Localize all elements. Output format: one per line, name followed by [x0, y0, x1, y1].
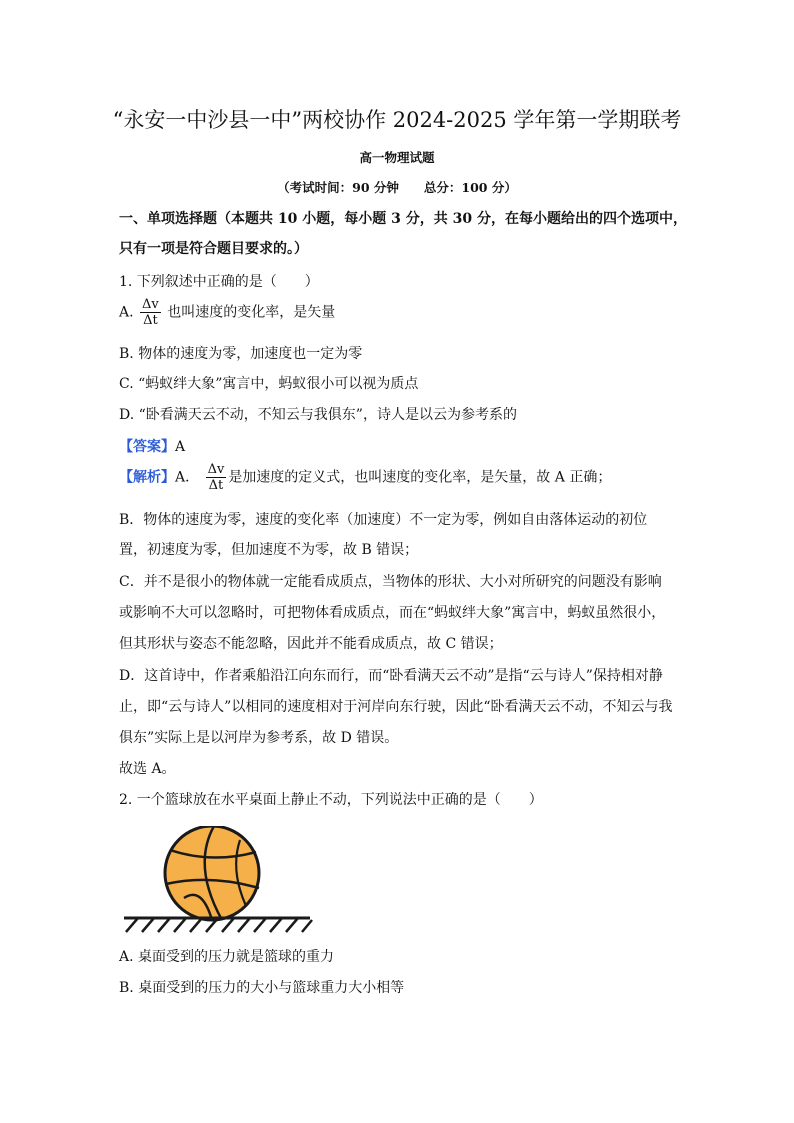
- fraction-numerator: Δv: [142, 297, 159, 312]
- q1-option-a-text: 也叫速度的变化率，是矢量: [167, 304, 336, 321]
- q2-option-b: B. 桌面受到的压力的大小与篮球重力大小相等: [119, 980, 405, 996]
- q1-option-c: C. “蚂蚁绊大象”寓言中，蚂蚁很小可以视为质点: [119, 376, 419, 392]
- analysis-a-text: 是加速度的定义式，也叫速度的变化率，是矢量，故 A 正确；: [228, 469, 612, 486]
- q1-analysis-b-line2: 置，初速度为零，但加速度不为零，故 B 错误；: [119, 542, 419, 558]
- exam-subtitle: 高一物理试题: [359, 150, 435, 165]
- q1-analysis-d-line3: 俱东”实际上是以河岸为参考系，故 D 错误。: [119, 730, 399, 746]
- q1-answer: [119, 436, 185, 456]
- delta-v-over-delta-t-fraction: [140, 297, 161, 328]
- q1-option-a: [119, 297, 335, 328]
- q1-analysis-d-line1: D．这首诗中，作者乘船沿江向东而行，而“卧看满天云不动”是指“云与诗人”保持相对静: [119, 668, 663, 684]
- q1-analysis-c-line1: C．并不是很小的物体就一定能看成质点，当物体的形状、大小对所研究的问题没有影响: [119, 574, 662, 590]
- q1-analysis-a: [119, 462, 611, 493]
- analysis-a-label: A．: [175, 469, 200, 486]
- section-heading-line1: 一、单项选择题（本题共 10 小题，每小题 3 分，共 30 分，在每小题给出的四个选项中，: [119, 211, 687, 227]
- q1-stem: 1. 下列叙述中正确的是（ ）: [119, 274, 319, 290]
- answer-tag: 【答案】: [119, 439, 175, 455]
- basketball-on-table-figure: [122, 826, 314, 936]
- q2-stem: 2. 一个篮球放在水平桌面上静止不动，下列说法中正确的是（ ）: [119, 792, 543, 808]
- delta-v-over-delta-t-fraction: [206, 462, 227, 493]
- q1-conclusion: 故选 A。: [119, 761, 176, 777]
- answer-value: A: [175, 439, 186, 455]
- q1-option-d: D. “卧看满天云不动，不知云与我俱东”，诗人是以云为参考系的: [119, 407, 517, 423]
- analysis-tag: 【解析】: [119, 469, 175, 486]
- q1-analysis-c-line3: 但其形状与姿态不能忽略，因此并不能看成质点，故 C 错误；: [119, 636, 503, 652]
- q1-option-a-label: A.: [119, 304, 139, 321]
- exam-title: “永安一中沙县一中”两校协作 2024-2025 学年第一学期联考: [112, 108, 682, 132]
- q1-analysis-b-line1: B．物体的速度为零，速度的变化率（加速度）不一定为零，例如自由落体运动的初位: [119, 512, 648, 528]
- exam-info: （考试时间：90 分钟 总分：100 分）: [277, 180, 517, 195]
- q1-analysis-d-line2: 止，即“云与诗人”以相同的速度相对于河岸向东行驶，因此“卧看满天云不动，不知云与我: [119, 699, 673, 715]
- q2-option-a: A. 桌面受到的压力就是篮球的重力: [119, 949, 335, 965]
- basketball-icon: [165, 826, 259, 920]
- fraction-numerator: Δv: [207, 462, 225, 477]
- q1-analysis-c-line2: 或影响不大可以忽略时，可把物体看成质点，而在“蚂蚁绊大象”寓言中，蚂蚁虽然很小，: [119, 605, 666, 621]
- fraction-denominator: Δt: [208, 478, 224, 493]
- fraction-denominator: Δt: [143, 313, 158, 328]
- section-heading-line2: 只有一项是符合题目要求的。）: [119, 241, 308, 257]
- q1-option-b: B. 物体的速度为零，加速度也一定为零: [119, 346, 363, 362]
